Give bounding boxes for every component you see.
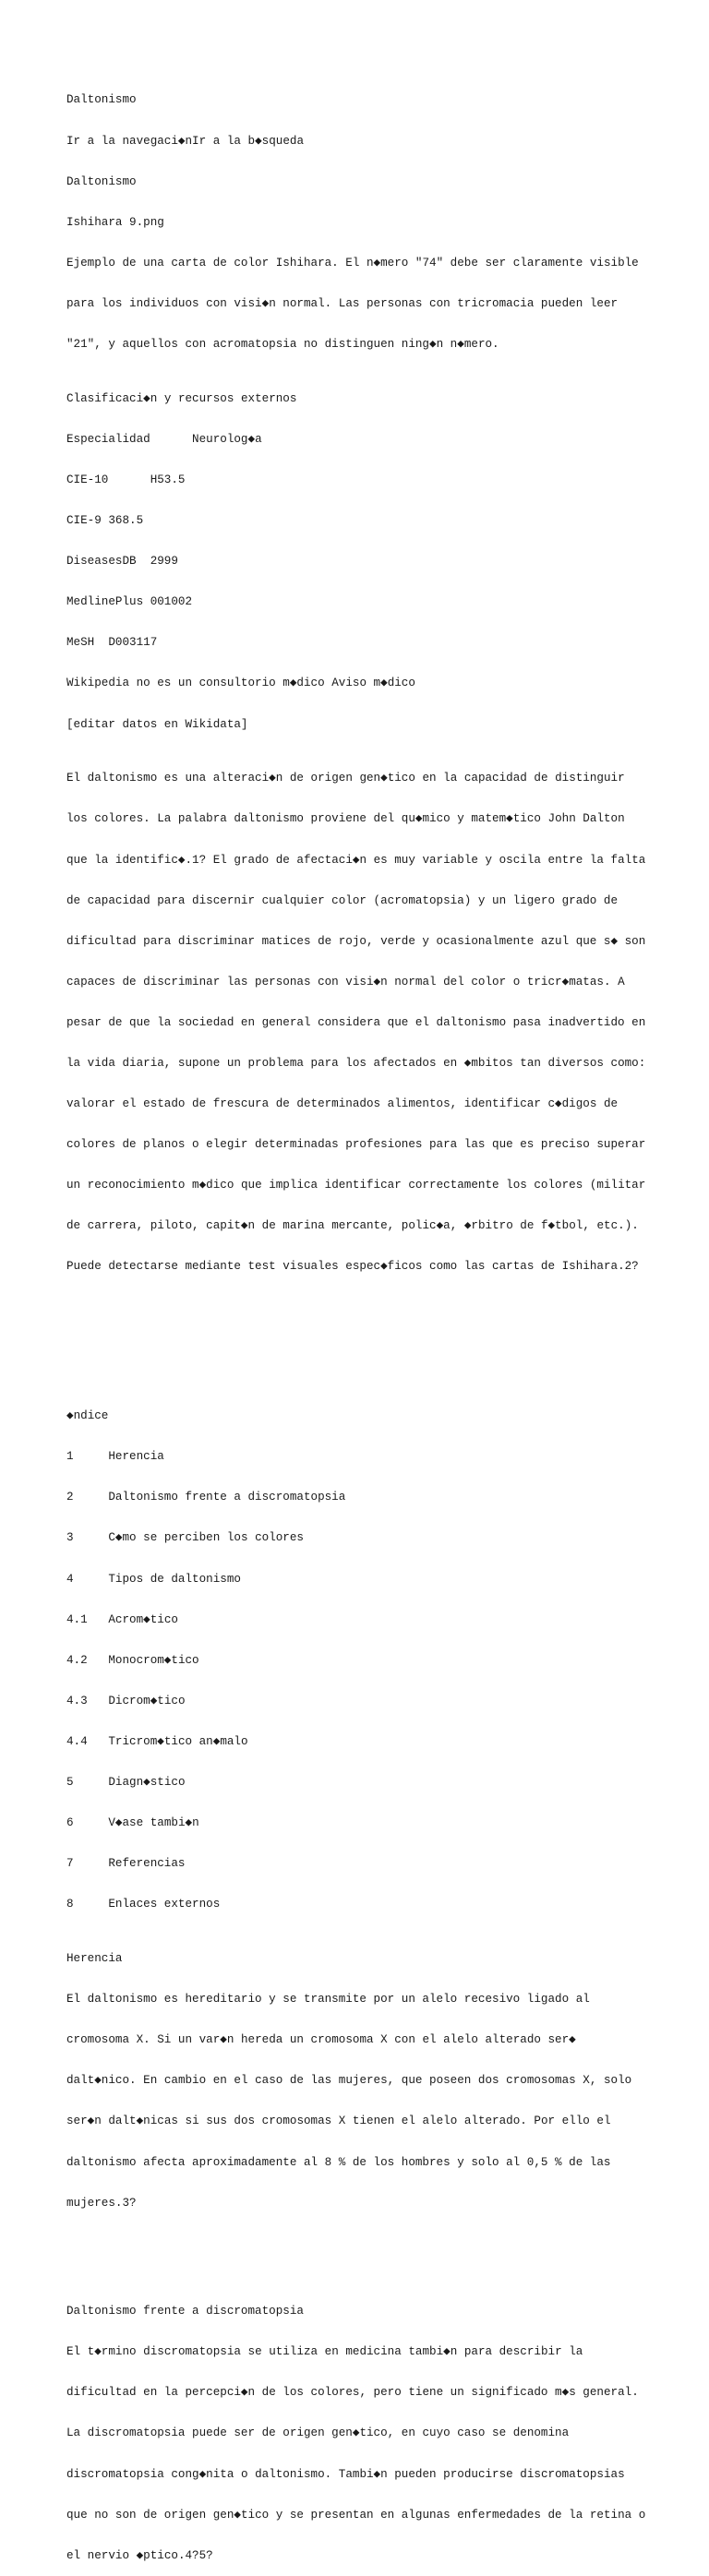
document-text: [66, 66, 648, 2576]
herencia-line: dalt◆nico. En cambio en el caso de las mujeres, que poseen dos cromosomas X, solo: [66, 2074, 632, 2088]
spacer: [66, 1355, 648, 1369]
intro-line: un reconocimiento m◆dico que implica identificar correctamente los colores (militar: [66, 1179, 646, 1192]
infobox-row: CIE-9 368.5: [66, 514, 144, 528]
medical-warning: Wikipedia no es un consultorio m◆dico Aviso m◆dico: [66, 677, 415, 690]
intro-line: Puede detectarse mediante test visuales espec◆ficos como las cartas de Ishihara.2?: [66, 1260, 639, 1274]
toc-heading: ◆ndice: [66, 1409, 109, 1423]
intro-line: El daltonismo es una alteraci◆n de origen gen◆tico en la capacidad de distinguir: [66, 772, 625, 785]
intro-line: pesar de que la sociedad en general considera que el daltonismo pasa inadvertido en: [66, 1015, 646, 1029]
infobox-heading: Clasificaci◆n y recursos externos: [66, 391, 297, 405]
herencia-line: daltonismo afecta aproximadamente al 8 % de los hombres y solo al 0,5 % de las: [66, 2155, 611, 2169]
herencia-line: cromosoma X. Si un var◆n hereda un cromosoma X con el alelo alterado ser◆: [66, 2033, 576, 2047]
toc-item-diagnostico[interactable]: 5 Diagn◆stico: [66, 1775, 186, 1789]
toc-item-referencias[interactable]: 7 Referencias: [66, 1857, 186, 1871]
intro-line: de capacidad para discernir cualquier color (acromatopsia) y un ligero grado de: [66, 893, 619, 907]
toc-item-tricromatico[interactable]: 4.4 Tricrom◆tico an◆malo: [66, 1734, 248, 1748]
infobox-row: Especialidad Neurolog◆a: [66, 432, 262, 446]
toc-item-percepcion[interactable]: 3 C◆mo se perciben los colores: [66, 1531, 304, 1545]
discromatopsia-line: dificultad en la percepci◆n de los colores, pero tiene un significado m◆s general.: [66, 2386, 639, 2400]
article-subtitle: Daltonismo: [66, 174, 137, 188]
discromatopsia-line: que no son de origen gen◆tico y se presentan en algunas enfermedades de la retina o: [66, 2508, 646, 2522]
infobox-row: DiseasesDB 2999: [66, 555, 178, 569]
image-filename: Ishihara 9.png: [66, 215, 164, 229]
intro-line: que la identific◆.1? El grado de afectaci◆n es muy variable y oscila entre la falta: [66, 853, 646, 867]
herencia-line: El daltonismo es hereditario y se transmite por un alelo recesivo ligado al: [66, 1993, 590, 2007]
discromatopsia-line: El t◆rmino discromatopsia se utiliza en medicina tambi◆n para describir la: [66, 2345, 583, 2359]
toc-item-enlaces[interactable]: 8 Enlaces externos: [66, 1898, 221, 1911]
nav-links[interactable]: Ir a la navegaci◆nIr a la b◆squeda: [66, 134, 305, 148]
herencia-line: mujeres.3?: [66, 2196, 137, 2210]
discromatopsia-line: el nervio ◆ptico.4?5?: [66, 2548, 213, 2562]
discromatopsia-line: La discromatopsia puede ser de origen gen◆tico, en cuyo caso se denomina: [66, 2426, 570, 2440]
infobox-row: MedlinePlus 001002: [66, 595, 193, 609]
toc-item-tipos[interactable]: 4 Tipos de daltonismo: [66, 1572, 241, 1586]
caption-line: Ejemplo de una carta de color Ishihara. El n◆mero "74" debe ser claramente visible: [66, 256, 639, 270]
intro-line: valorar el estado de frescura de determinados alimentos, identificar c◆digos de: [66, 1097, 619, 1111]
spacer: [66, 1314, 648, 1328]
infobox-row: CIE-10 H53.5: [66, 473, 186, 486]
toc-item-vease[interactable]: 6 V◆ase tambi◆n: [66, 1816, 199, 1830]
caption-line: "21", y aquellos con acromatopsia no distinguen ning◆n n◆mero.: [66, 337, 499, 351]
toc-item-monocromatico[interactable]: 4.2 Monocrom◆tico: [66, 1653, 199, 1667]
spacer: [66, 2250, 648, 2264]
edit-wikidata-link[interactable]: [editar datos en Wikidata]: [66, 717, 248, 731]
article-title: Daltonismo: [66, 93, 137, 107]
infobox-row: MeSH D003117: [66, 636, 158, 650]
toc-item-acromatico[interactable]: 4.1 Acrom◆tico: [66, 1612, 178, 1626]
intro-line: de carrera, piloto, capit◆n de marina mercante, polic◆a, ◆rbitro de f◆tbol, etc.).: [66, 1219, 639, 1233]
intro-line: la vida diaria, supone un problema para los afectados en ◆mbitos tan diversos como:: [66, 1056, 646, 1070]
intro-line: capaces de discriminar las personas con visi◆n normal del color o tricr◆matas. A: [66, 975, 625, 988]
toc-item-herencia[interactable]: 1 Herencia: [66, 1450, 164, 1464]
section-heading-discromatopsia: Daltonismo frente a discromatopsia: [66, 2305, 304, 2318]
toc-item-dicromatico[interactable]: 4.3 Dicrom◆tico: [66, 1694, 186, 1707]
section-heading-herencia: Herencia: [66, 1952, 123, 1966]
caption-line: para los individuos con visi◆n normal. Las personas con tricromacia pueden leer: [66, 296, 619, 310]
intro-line: los colores. La palabra daltonismo proviene del qu◆mico y matem◆tico John Dalton: [66, 812, 625, 826]
discromatopsia-line: discromatopsia cong◆nita o daltonismo. Tambi◆n pueden producirse discromatopsias: [66, 2467, 625, 2481]
herencia-line: ser◆n dalt◆nicas si sus dos cromosomas X tienen el alelo alterado. Por ello el: [66, 2115, 611, 2128]
intro-line: colores de planos o elegir determinadas profesiones para las que es preciso superar: [66, 1138, 646, 1152]
toc-item-discromatopsia[interactable]: 2 Daltonismo frente a discromatopsia: [66, 1491, 346, 1504]
intro-line: dificultad para discriminar matices de rojo, verde y ocasionalmente azul que s◆ son: [66, 934, 646, 948]
